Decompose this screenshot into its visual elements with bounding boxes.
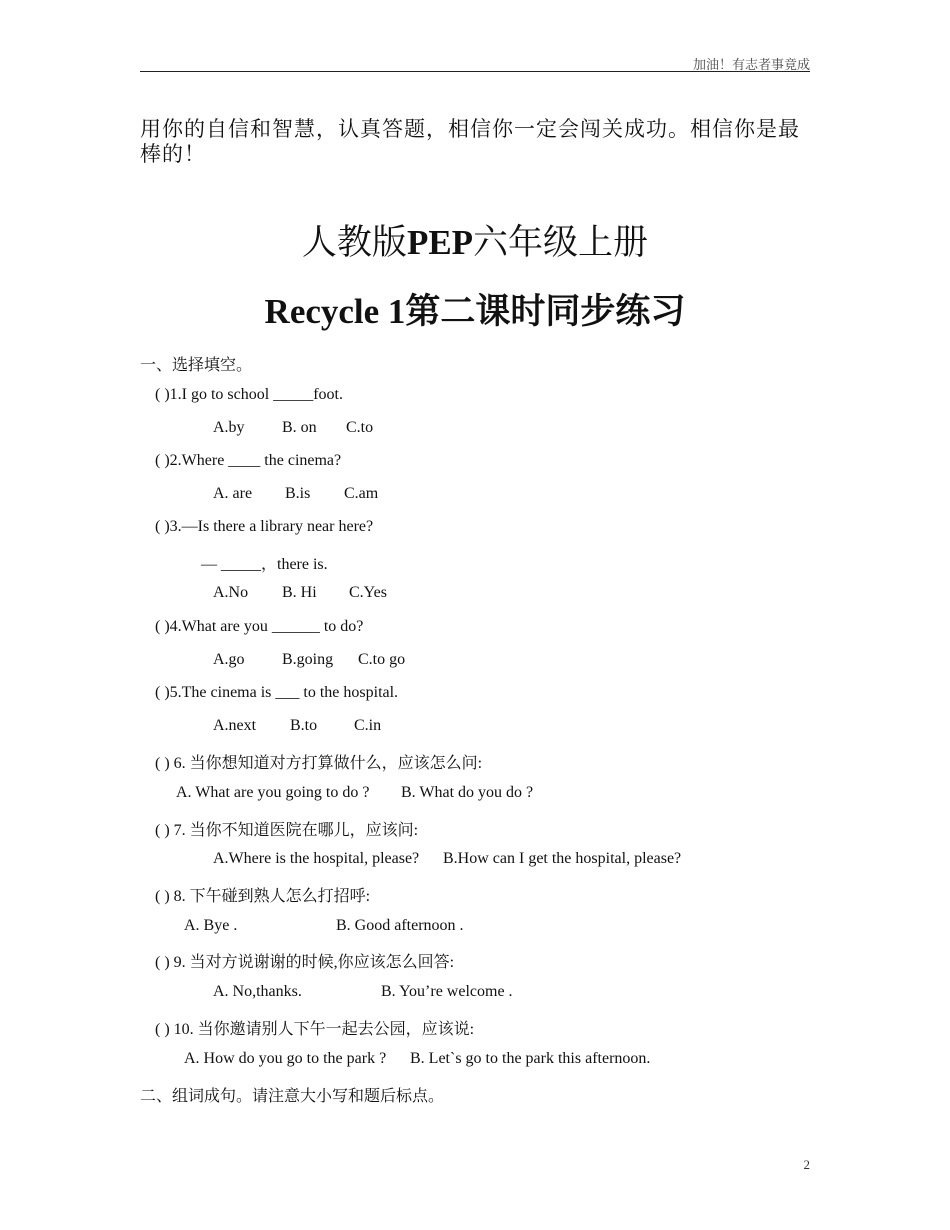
question-6-stem: ( ) 6. 当你想知道对方打算做什么，应该怎么问:: [155, 755, 483, 772]
title-bold: PEP: [406, 223, 474, 262]
question-3-option-b: B. Hi: [282, 584, 317, 601]
question-7-option-b: B.How can I get the hospital, please?: [443, 850, 682, 867]
question-3-option-c: C.Yes: [349, 584, 387, 601]
question-2-stem: ( )2.Where ____ the cinema?: [155, 452, 342, 469]
question-1-option-a: A.by: [213, 419, 245, 436]
question-9-stem: ( ) 9. 当对方说谢谢的时候,你应该怎么回答:: [155, 954, 455, 971]
question-2-option-c: C.am: [344, 485, 379, 502]
question-6-option-a: A. What are you going to do ?: [176, 784, 370, 801]
question-1-option-c: C.to: [346, 419, 374, 436]
question-7-option-a: A.Where is the hospital, please?: [213, 850, 420, 867]
question-8-stem: ( ) 8. 下午碰到熟人怎么打招呼:: [155, 888, 371, 905]
question-1-option-b: B. on: [282, 419, 317, 436]
question-5-option-c: C.in: [354, 717, 382, 734]
motto: 用你的自信和智慧，认真答题，相信你一定会闯关成功。相信你是最棒的！: [140, 117, 800, 166]
question-5-option-b: B.to: [290, 717, 318, 734]
question-3-stem: ( )3.—Is there a library near here?: [155, 518, 374, 535]
question-5-stem: ( )5.The cinema is ___ to the hospital.: [155, 684, 399, 701]
question-4-option-a: A.go: [213, 651, 245, 668]
question-10-option-b: B. Let`s go to the park this afternoon.: [410, 1050, 651, 1067]
title-prefix: 人教版: [301, 223, 407, 262]
question-2-option-b: B.is: [285, 485, 311, 502]
question-10-option-a: A. How do you go to the park ?: [184, 1050, 387, 1067]
question-3-stem-reply: — _____，there is.: [201, 556, 328, 573]
question-2-option-a: A. are: [213, 485, 253, 502]
title-line-1: [0, 215, 950, 265]
question-9-option-b: B. You’re welcome .: [381, 983, 513, 1000]
section-1-heading: 一、选择填空。: [140, 357, 253, 374]
section-2-heading: 二、组词成句。请注意大小写和题后标点。: [140, 1088, 445, 1105]
question-9-option-a: A. No,thanks.: [213, 983, 302, 1000]
question-4-option-c: C.to go: [358, 651, 406, 668]
question-7-stem: ( ) 7. 当你不知道医院在哪儿，应该问:: [155, 822, 419, 839]
question-5-option-a: A.next: [213, 717, 257, 734]
question-8-option-a: A. Bye .: [184, 917, 238, 934]
header-rule: [140, 71, 810, 72]
question-3-option-a: A.No: [213, 584, 249, 601]
question-8-option-b: B. Good afternoon .: [336, 917, 464, 934]
title-line-2: Recycle 1第二课时同步练习: [264, 292, 686, 331]
question-4-option-b: B.going: [282, 651, 334, 668]
title-suffix: 六年级上册: [473, 223, 649, 262]
question-10-stem: ( ) 10. 当你邀请别人下午一起去公园，应该说:: [155, 1021, 475, 1038]
page-number: 2: [803, 1157, 810, 1172]
question-6-option-b: B. What do you do ?: [401, 784, 534, 801]
question-1-stem: ( )1.I go to school _____foot.: [155, 386, 343, 403]
question-4-stem: ( )4.What are you ______ to do?: [155, 618, 364, 635]
header-text: 加油！有志者事竟成: [692, 57, 810, 72]
